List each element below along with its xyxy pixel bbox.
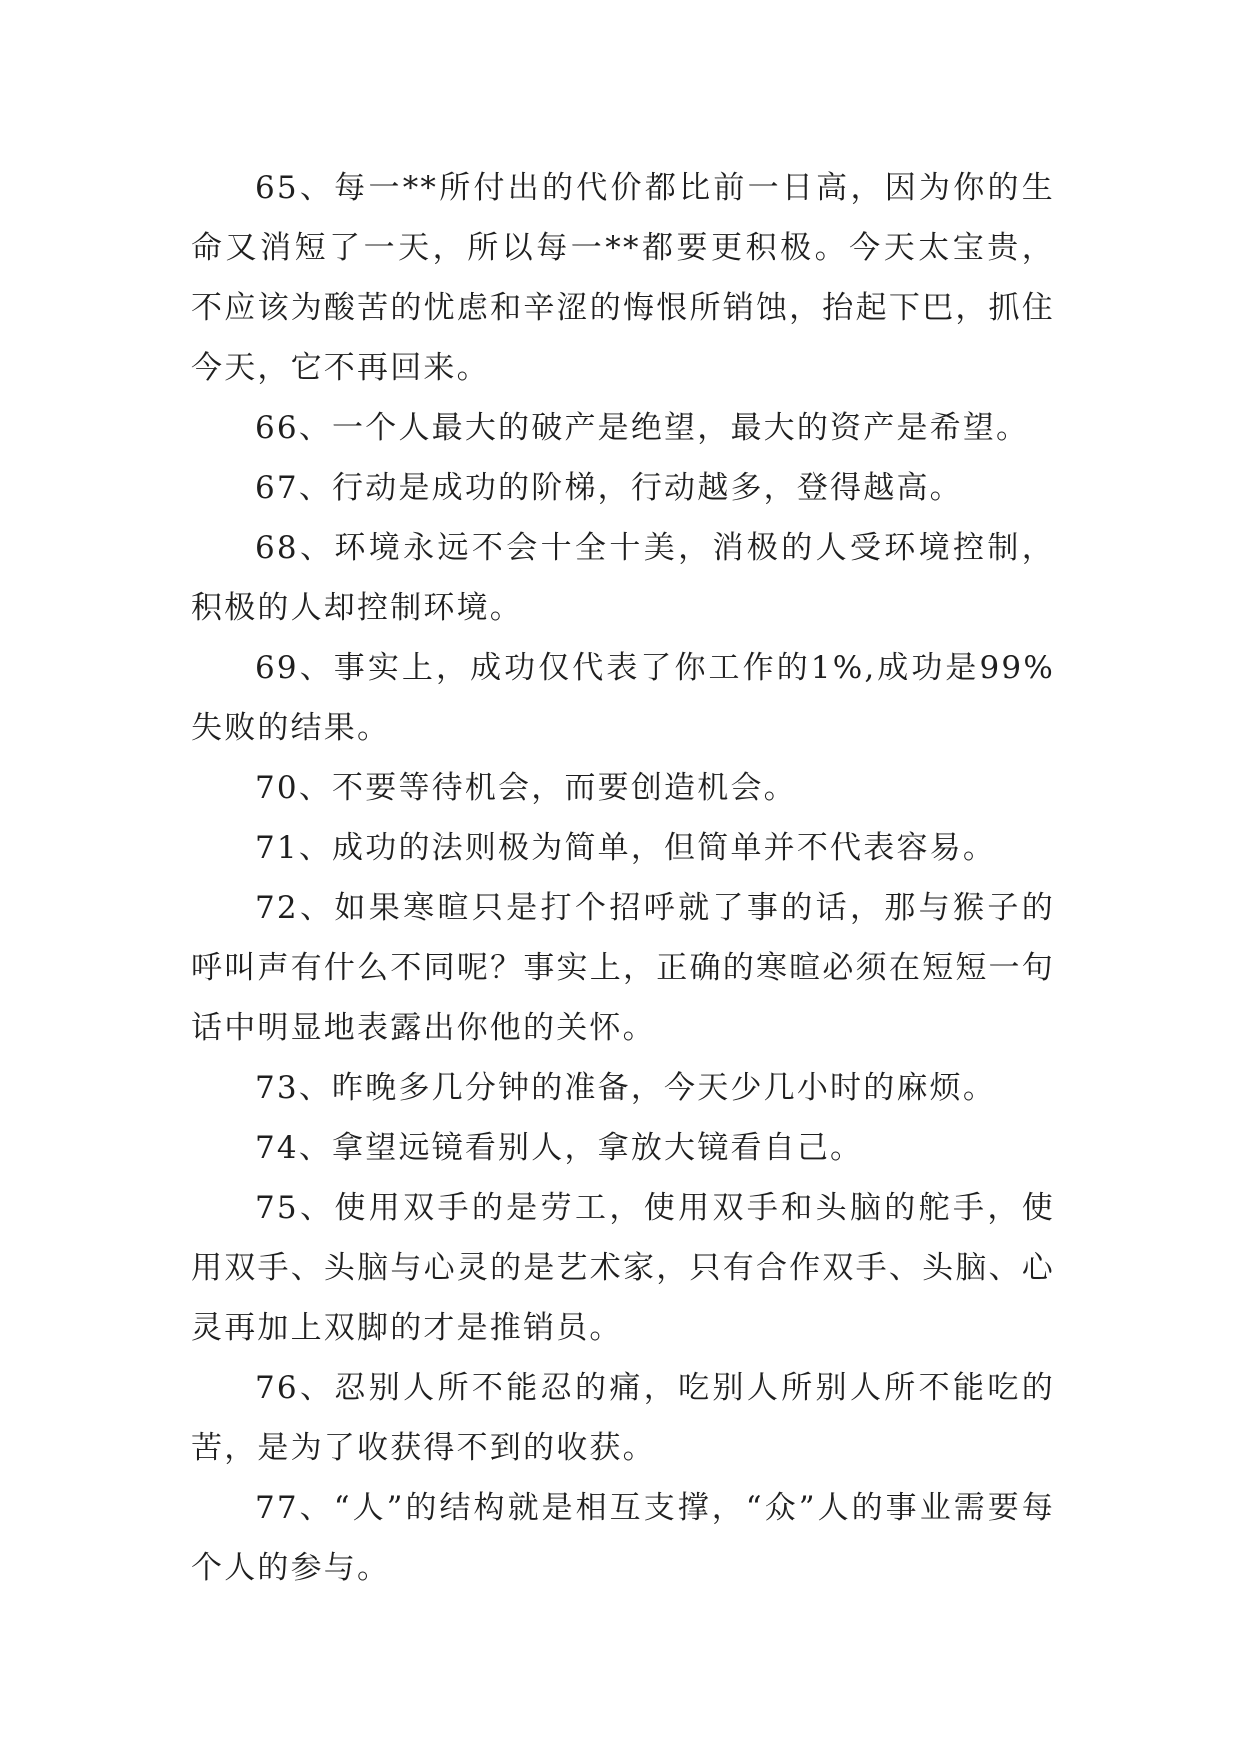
quote-paragraph-66: 66、一个人最大的破产是绝望，最大的资产是希望。 [255,410,1030,446]
quote-paragraph-72: 72、如果寒暄只是打个招呼就了事的话，那与猴子的呼叫声有什么不同呢？事实上，正确的寒暄必须在短短一句话中明显地表露出你他的关怀。 [191,890,1055,1046]
quote-paragraph-76: 76、忍别人所不能忍的痛，吃别人所别人所不能吃的苦，是为了收获得不到的收获。 [191,1370,1055,1466]
quote-paragraph-70: 70、不要等待机会，而要创造机会。 [255,770,797,806]
quote-paragraph-73: 73、昨晚多几分钟的准备，今天少几小时的麻烦。 [255,1070,997,1106]
quote-paragraph-69: 69、事实上，成功仅代表了你工作的1%,成功是99%失败的结果。 [191,650,1055,746]
quote-paragraph-77: 77、“人”的结构就是相互支撑，“众”人的事业需要每个人的参与。 [191,1490,1055,1586]
quote-paragraph-71: 71、成功的法则极为简单，但简单并不代表容易。 [255,830,997,866]
quote-paragraph-68: 68、环境永远不会十全十美，消极的人受环境控制，积极的人却控制环境。 [191,530,1055,626]
quote-paragraph-75: 75、使用双手的是劳工，使用双手和头脑的舵手，使用双手、头脑与心灵的是艺术家，只有合作双手、头脑、心灵再加上双脚的才是推销员。 [191,1190,1055,1346]
quote-paragraph-74: 74、拿望远镜看别人，拿放大镜看自己。 [255,1130,864,1166]
document-body [191,158,1055,1598]
quote-paragraph-65: 65、每一**所付出的代价都比前一日高，因为你的生命又消短了一天，所以每一**都要更积极。今天太宝贵，不应该为酸苦的忧虑和辛涩的悔恨所销蚀，抬起下巴，抓住今天，它不再回来。 [191,170,1055,386]
quote-paragraph-67: 67、行动是成功的阶梯，行动越多，登得越高。 [255,470,963,506]
